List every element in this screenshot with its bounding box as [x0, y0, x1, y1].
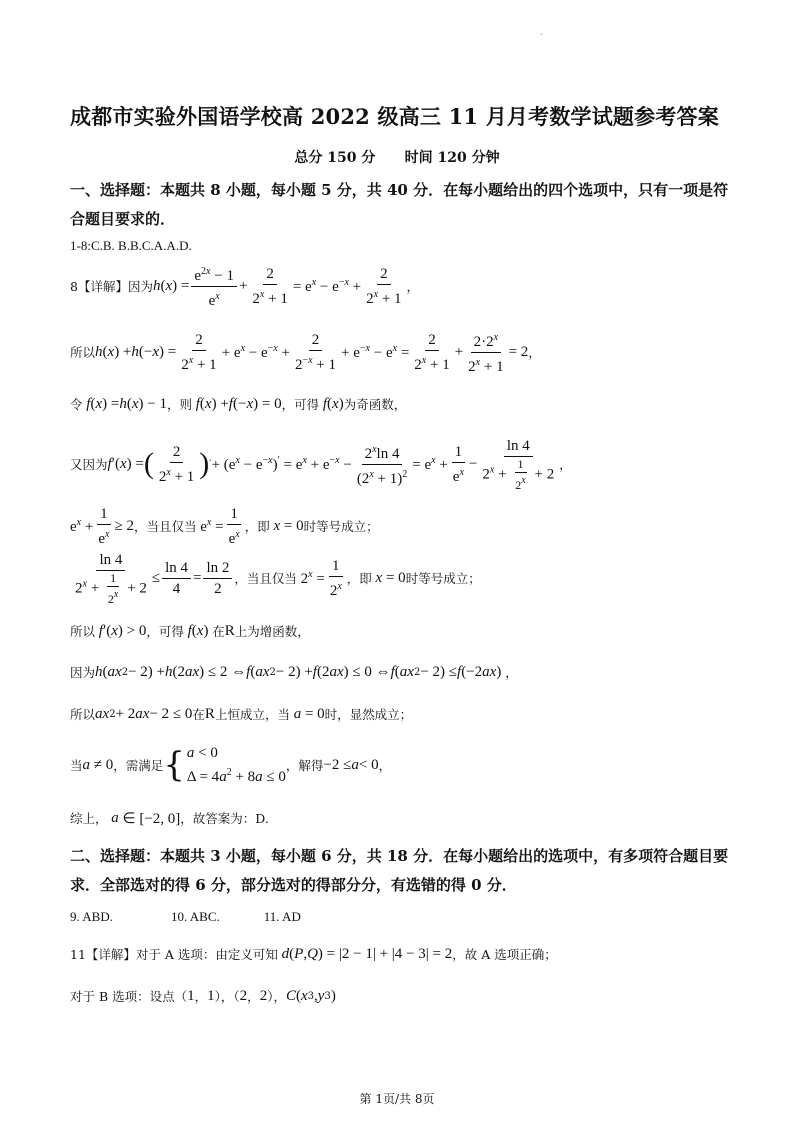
q8-l7-t4: 上为增函数， — [234, 624, 310, 639]
q8-l5-t3: 时等号成立； — [303, 519, 379, 534]
page-subtitle: 总分 150 分 时间 120 分钟 — [294, 150, 500, 166]
q8-l10-t3: ，解得 — [285, 758, 324, 773]
q8-line-11: 综上， a ∈ [−2, 0] ，故答案为：D. — [70, 809, 269, 827]
answer-11: 11. AD — [263, 909, 301, 924]
q8-l9-t2: 在 — [192, 707, 205, 722]
q11-l2-sub-d: 2 — [259, 987, 268, 1004]
q8-l8-text: 因为 — [70, 665, 96, 680]
q8-l2-text: 所以 — [70, 345, 96, 360]
q8-l10-t1: 当 — [70, 758, 83, 773]
q8-l1-text: 8【详解】因为 — [70, 279, 153, 294]
q8-l10-t4: ， — [378, 758, 392, 773]
q8-l10-t2: ，需满足 — [113, 758, 164, 773]
q8-line-5: $e^x$ + $\frac{1}{e^x}$ ≥ 2 ，当且仅当 $e^x$ = $\frac{1}{e^x}$ ，即 x = 0 时等号成立； — [70, 505, 379, 547]
q8-l11-t1: 综上， — [70, 811, 108, 826]
answer-9: 9. ABD. — [70, 909, 113, 924]
q8-line-7: 所以 f ′( x ) > 0 ，可得 f ( x ) 在 R 上为增函数， — [70, 622, 310, 639]
q11-line-1: 11【详解】对于 A 选项：由定义可知 d ( P , Q ) = |2 − 1| + |4 − 3| = 2 ，故 A 选项正确； — [70, 945, 557, 962]
q8-line-6: ln 4 $2^x$ + $\frac{1}{2^x}$ + 2 ≤ $\frac{\ln 4}{4}$ = $\frac{\ln 2}{2}$ ，当且仅当 $2^x$ = $\frac{1}{2^x}$ ，即 x = 0 时等号成立； — [75, 551, 481, 606]
q11-l2-sub-a: 1 — [187, 987, 195, 1004]
section1-heading: 一、选择题：本题共 8 小题，每小题 5 分，共 40 分．在每小题给出的四个选项中，只有一项是符合题目要求的． — [70, 181, 729, 228]
q8-l4-text: 又因为 — [70, 457, 108, 472]
q8-l6-t2: ，即 — [346, 571, 372, 586]
q8-line-4: 又因为 f ′( x ) = ( $\frac{2}{2^x + 1}$ ) ′ + $(e^x - e^{-x})' = e^x + e^{-x}$ − $\frac{2^x\ln 4}{(2^x + 1)^2}$ = $e^x$ + $\frac{1}{e^x}$ − ln 4 $2^x$ + $\frac{1}{2^x}$ + 2 ， — [70, 437, 572, 492]
q8-l7-t3: 在 — [212, 624, 225, 639]
q8-line-10: 当 a ≠ 0 ，需满足 { a < 0 $\Delta = 4a^2 + 8a \le 0$ ，解得 −2 ≤ a < 0 ， — [70, 745, 392, 785]
q8-l3-t2: ，则 — [166, 397, 192, 412]
q8-l6-t1: ，当且仅当 — [234, 571, 297, 586]
q11-l1-prefix: 11【详解】对于 A 选项：由定义可知 — [70, 947, 278, 962]
q8-line-8: 因为 h ( ax 2 − 2) + h (2 ax ) ≤ 2 ⇔ f ( ax 2 − 2) + f (2 ax ) ≤ 0 ⇔ f ( ax 2 − 2) ≤ f (−2 ax ) ， — [70, 663, 518, 680]
q11-line-2: 对于 B 选项：设点（ 1 ， 1 ），（ 2 ， 2 ）， C ( x 3 , y 3 ) — [70, 987, 336, 1004]
q8-l9-t3: 上恒成立，当 — [214, 707, 290, 722]
q11-l2-sub-c: 2 — [239, 987, 248, 1004]
section2-answers — [70, 909, 301, 925]
q8-line-3: 令 f ( x ) = h ( x ) − 1 ，则 f ( x ) + f (− x ) = 0 ，可得 f ( x ) 为奇函数， — [70, 395, 407, 412]
section2-heading: 二、选择题：本题共 3 小题，每小题 6 分，共 18 分．在每小题给出的选项中，有多项符合题目要求．全部选对的得 6 分，部分选对的得部分分，有选错的得 0 分． — [70, 847, 729, 894]
q8-l7-t1: 所以 — [70, 624, 96, 639]
q8-line-2: 所以 h ( x ) + h (− x ) = $\frac{2}{2^x + 1}$ + $e^x - e^{-x}$ + $\frac{2}{2^{-x} + 1}$ + $e^{-x} - e^x$ = $\frac{2}{2^x + 1}$ + $\frac{2\cdot 2^x}{2^x + 1}$ = 2 ， — [70, 330, 541, 374]
q11-l2-sub-b: 1 — [207, 987, 215, 1004]
section1-answers: 1-8:C.B. B.B.C.A.A.D. — [70, 238, 192, 253]
q8-l11-t2: ，故答案为：D. — [180, 811, 269, 826]
q8-l5-t1: ，当且仅当 — [133, 519, 197, 534]
q8-l6-t3: 时等号成立； — [405, 571, 481, 586]
q8-l5-t2: ，即 — [244, 519, 270, 534]
q8-l9-t4: 时，显然成立； — [324, 707, 413, 722]
page-footer: 第 1页/共 8页 — [359, 1092, 435, 1106]
q8-l9-t1: 所以 — [70, 707, 96, 722]
scan-mark: · — [540, 30, 543, 39]
q8-l7-t2: ，可得 — [146, 624, 184, 639]
q11-l1-suffix: ，故 A 选项正确； — [452, 947, 557, 962]
q8-l3-t1: 令 — [70, 397, 83, 412]
q8-l3-t3: ，可得 — [281, 397, 320, 412]
q8-line-1: 8【详解】因为 h ( x ) = $\frac{e^{2x} - 1}{e^x}$ + $\frac{2}{2^x + 1}$ = $e^x - e^{-x}$ + $\frac{2}{2^x + 1}$ ， — [70, 264, 419, 308]
q8-l3-t4: 为奇函数， — [343, 397, 407, 412]
q11-l2-prefix: 对于 B 选项：设点（ — [70, 989, 188, 1004]
page-title: 成都市实验外国语学校高 2022 级高三 11 月月考数学试题参考答案 — [70, 104, 719, 129]
q8-line-9: 所以 ax 2 + 2 ax − 2 ≤ 0 在 R 上恒成立，当 a = 0 时，显然成立； — [70, 705, 413, 722]
answer-10: 10. ABC. — [170, 909, 220, 924]
